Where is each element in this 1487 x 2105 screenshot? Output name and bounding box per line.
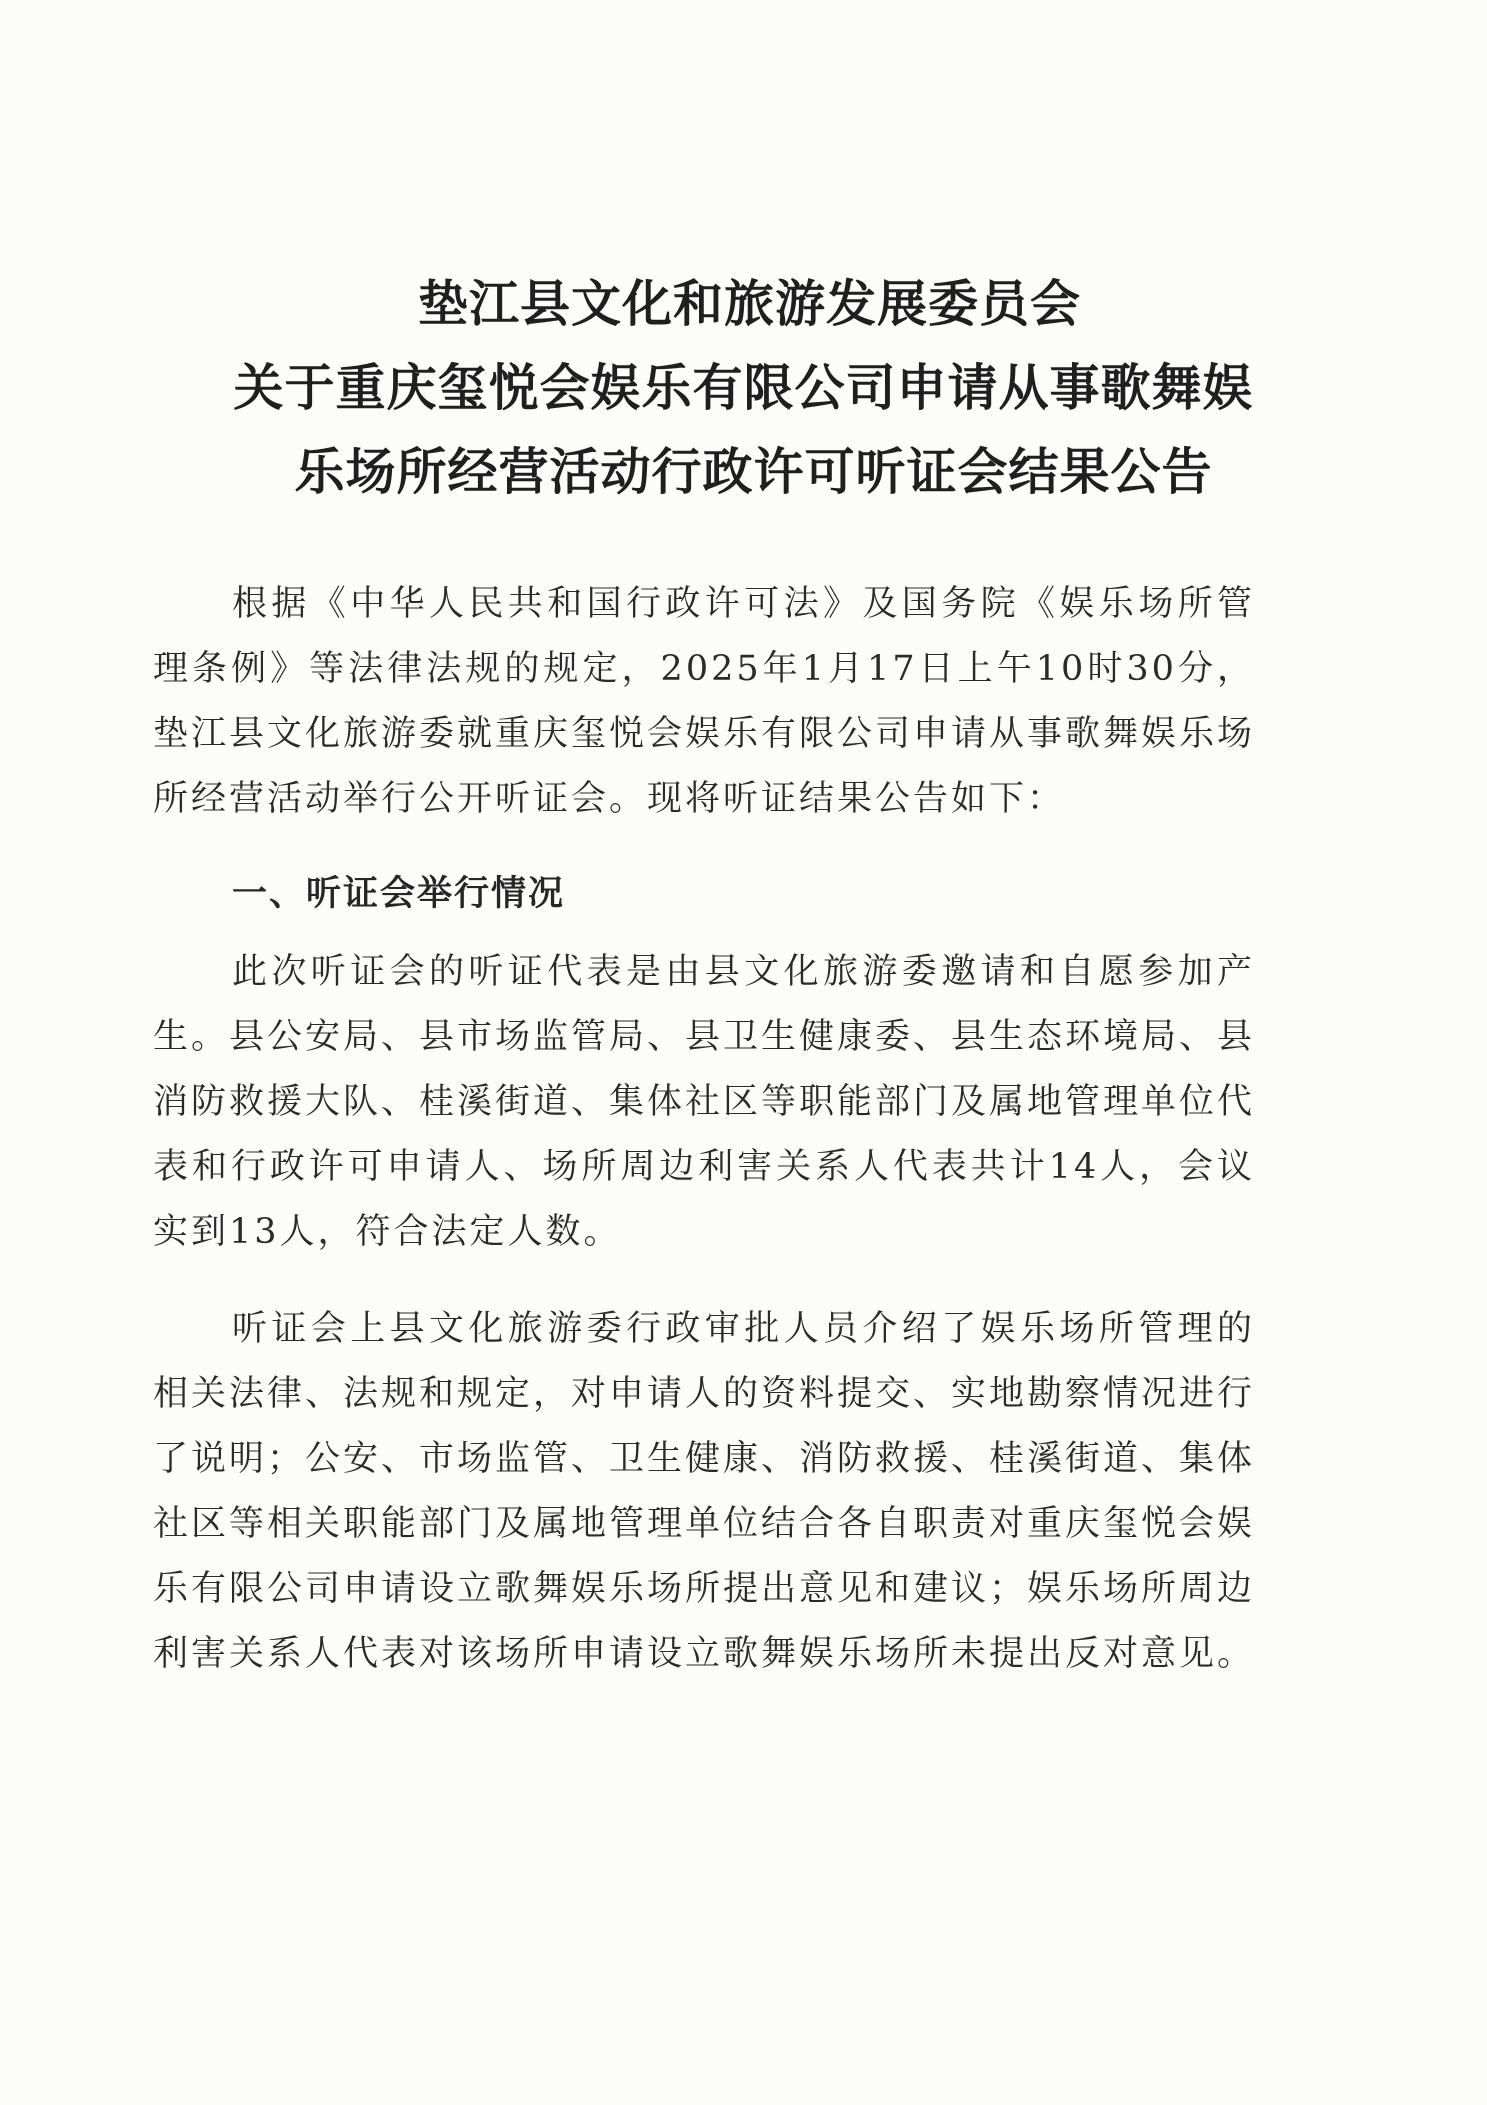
document-title-line-1: 垫江县文化和旅游发展委员会	[418, 274, 1081, 333]
document-title-line-2: 关于重庆玺悦会娱乐有限公司申请从事歌舞娱	[233, 358, 1254, 417]
document-title-line-3: 乐场所经营活动行政许可听证会结果公告	[294, 442, 1213, 501]
section-heading-1: 一、听证会举行情况	[232, 874, 566, 914]
paragraph-intro: 根据《中华人民共和国行政许可法》及国务院《娱乐场所管理条例》等法律法规的规定，2025年1月17日上午10时30分，垫江县文化旅游委就重庆玺悦会娱乐有限公司申请从事歌舞娱乐场所经营活动举行公开听证会。现将听证结果公告如下：	[153, 584, 1256, 819]
paragraph-proceedings: 听证会上县文化旅游委行政审批人员介绍了娱乐场所管理的相关法律、法规和规定，对申请人的资料提交、实地勘察情况进行了说明；公安、市场监管、卫生健康、消防救援、桂溪街道、集体社区等相关职能部门及属地管理单位结合各自职责对重庆玺悦会娱乐有限公司申请设立歌舞娱乐场所提出意见和建议；娱乐场所周边利害关系人代表对该场所申请设立歌舞娱乐场所未提出反对意见。	[153, 1309, 1256, 1674]
paragraph-attendance: 此次听证会的听证代表是由县文化旅游委邀请和自愿参加产生。县公安局、县市场监管局、县卫生健康委、县生态环境局、县消防救援大队、桂溪街道、集体社区等职能部门及属地管理单位代表和行政许可申请人、场所周边利害关系人代表共计14人，会议实到13人，符合法定人数。	[153, 952, 1256, 1252]
